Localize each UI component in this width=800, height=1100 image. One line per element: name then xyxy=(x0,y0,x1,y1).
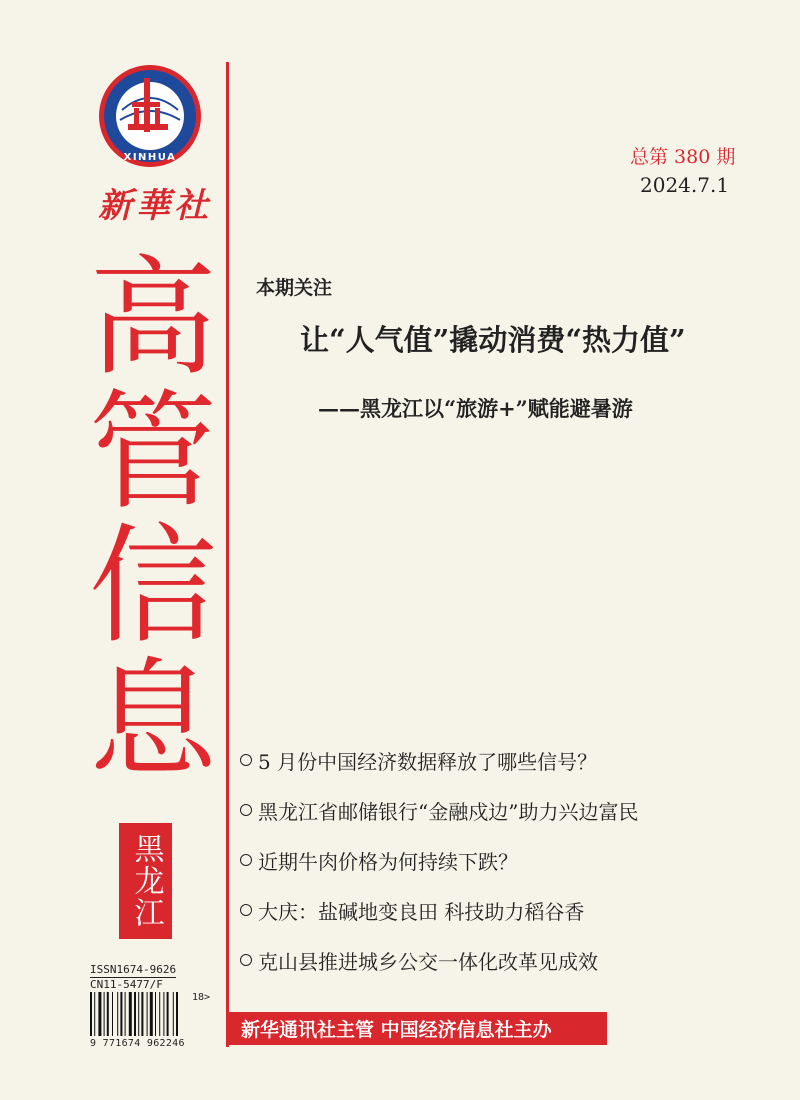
feature-subheadline: ——黑龙江以“旅游+”赋能避暑游 xyxy=(318,396,633,421)
xinhua-logo xyxy=(98,64,202,168)
cn-number: CN11-5477/F xyxy=(90,978,163,991)
contents-item-text: 克山县推进城乡公交一体化改革见成效 xyxy=(258,949,598,974)
barcode-number: 9 771674 962246 xyxy=(90,1038,185,1049)
logo-text: XINHUA xyxy=(123,152,177,163)
circle-bullet-icon xyxy=(240,804,252,816)
publisher-footer: 新华通讯社主管 中国经济信息社主办 xyxy=(229,1012,607,1045)
circle-bullet-icon xyxy=(240,954,252,966)
region-label: 黑龙江 xyxy=(128,833,164,929)
contents-list xyxy=(240,735,638,985)
title-char-4: 息 xyxy=(88,646,217,795)
issue-number: 总第 380 期 xyxy=(630,146,736,168)
publisher-brand: 新華社 xyxy=(98,186,212,226)
circle-bullet-icon xyxy=(240,854,252,866)
circle-bullet-icon xyxy=(240,754,252,766)
contents-item xyxy=(240,785,638,835)
magazine-title xyxy=(88,244,218,795)
feature-label: 本期关注 xyxy=(256,277,333,299)
vertical-divider xyxy=(226,62,229,1047)
title-char-3: 信 xyxy=(88,512,217,661)
contents-item xyxy=(240,885,638,935)
region-badge xyxy=(119,823,172,939)
title-char-1: 高 xyxy=(88,244,217,393)
contents-item-text: 大庆：盐碱地变良田 科技助力稻谷香 xyxy=(258,899,585,924)
circle-bullet-icon xyxy=(240,904,252,916)
title-char-2: 管 xyxy=(88,378,217,527)
contents-item xyxy=(240,935,638,985)
contents-item xyxy=(240,835,638,885)
issn-block xyxy=(90,963,176,992)
feature-headline: 让“人气值”撬动消费“热力值” xyxy=(300,323,686,357)
issn-number: ISSN1674-9626 xyxy=(90,963,177,976)
contents-item-text: 5 月份中国经济数据释放了哪些信号？ xyxy=(258,749,598,774)
contents-item xyxy=(240,735,638,785)
issue-date: 2024.7.1 xyxy=(640,173,730,197)
barcode-addon: 18> xyxy=(192,992,211,1003)
contents-item-text: 黑龙江省邮储银行“金融戍边”助力兴边富民 xyxy=(258,799,639,824)
contents-item-text: 近期牛肉价格为何持续下跌？ xyxy=(258,849,518,874)
